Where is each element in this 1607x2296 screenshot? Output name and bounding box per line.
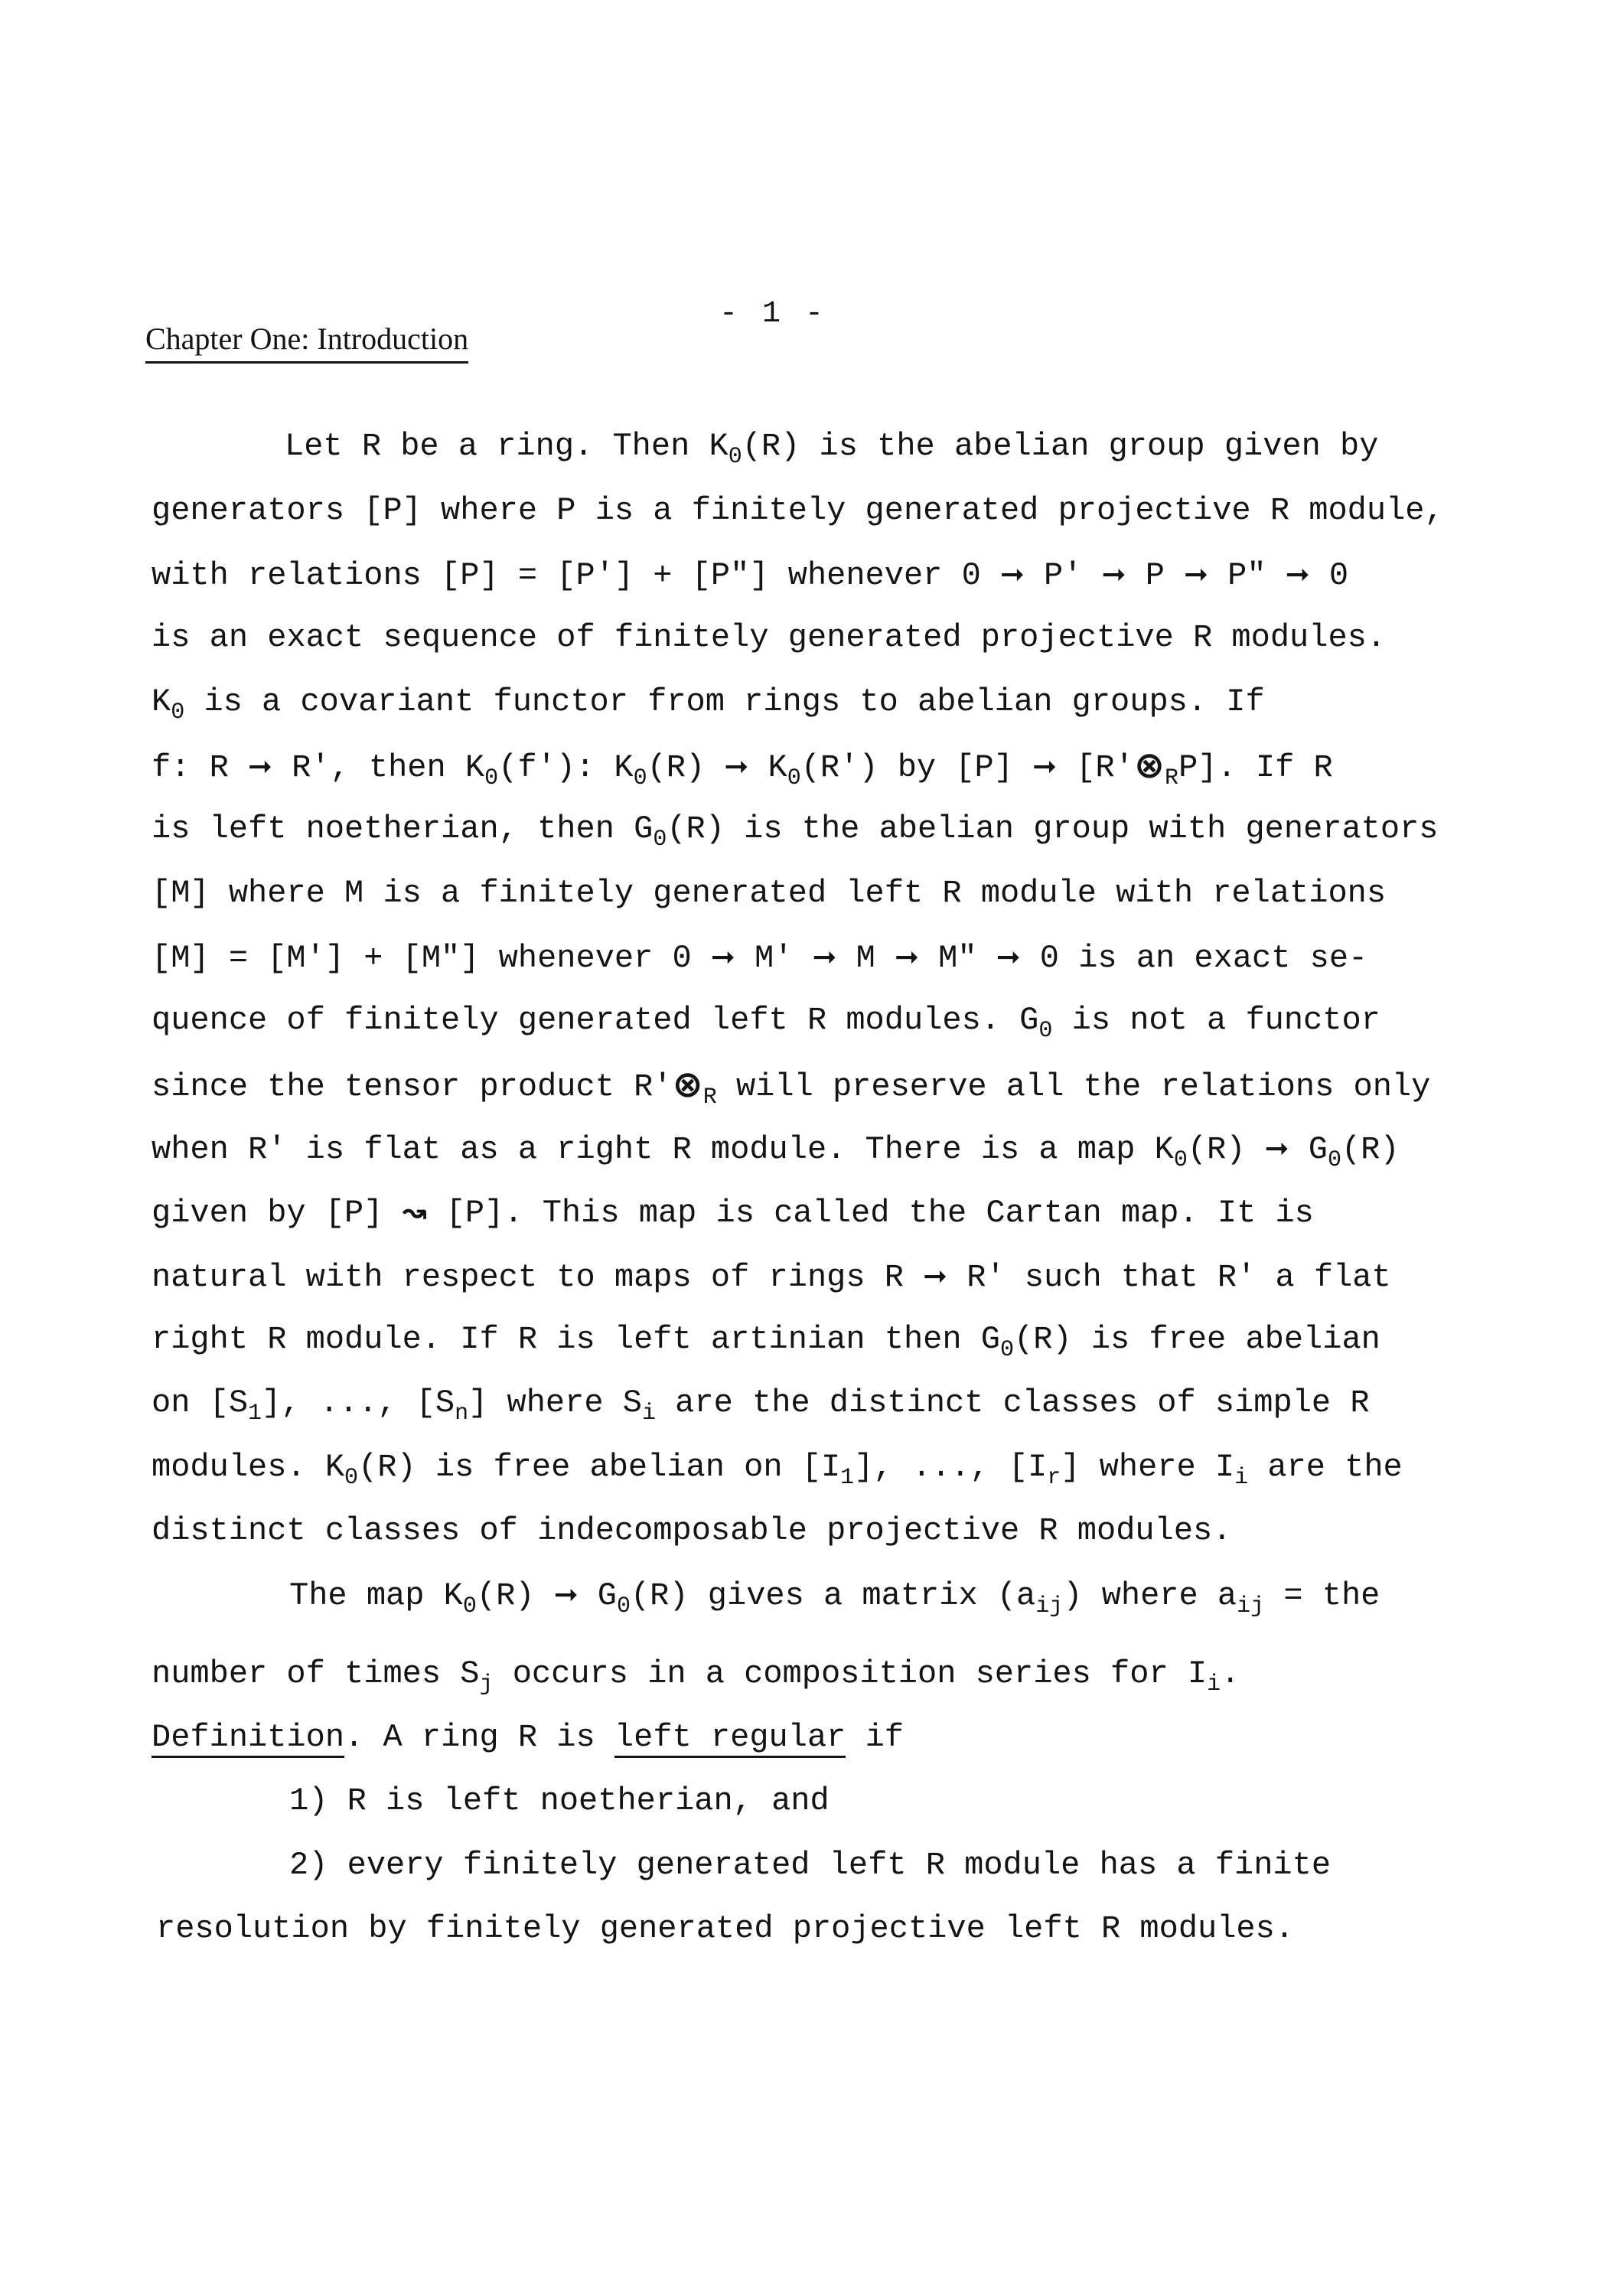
paragraph-1-line-12: when R' is flat as a right R module. There is a map $K_0(R)$ ➞ $G_0(R)$ [152,1129,1400,1169]
arrow-icon: ➞ [248,749,272,783]
definition-line: Definition. A ring R is left regular if [152,1718,904,1756]
arrow-icon: ➞ [553,1577,579,1611]
paragraph-1-line-9: [M] = [M'] + [M"] whenever 0 ➞ M' ➞ M ➞ M" ➞ 0 is an exact se- [152,938,1367,977]
paragraph-1-line-13: given by [P] ↝ [P]. This map is called the Cartan map. It is [152,1192,1314,1232]
paragraph-2-line-1: The map $K_0(R)$ ➞ $G_0(R)$ gives a matrix $(a_{ij})$ where $a_{ij}$ = the [289,1575,1380,1615]
arrow-icon: ➞ [1264,1131,1289,1165]
arrow-icon: ➞ [812,940,837,974]
paragraph-1-line-8: [M] where M is a finitely generated left R module with relations [152,875,1387,912]
arrow-icon: ➞ [710,940,735,974]
definition-item-1: 1) R is left noetherian, and [289,1782,830,1819]
arrow-icon: ➞ [1285,557,1310,591]
paragraph-1-line-5: $K_0$ is a covariant functor from rings to abelian groups. If [152,683,1265,726]
defined-term: left regular [614,1719,846,1758]
paragraph-1-line-2: generators [P] where P is a finitely generated projective R module, [152,492,1444,529]
squiggle-arrow-icon: ↝ [402,1195,427,1228]
paragraph-1-line-11: since the tensor product $R'\otimes_R$ will preserve all the relations only [152,1063,1431,1110]
paragraph-1-line-4: is an exact sequence of finitely generated projective R modules. [152,619,1387,656]
arrow-icon: ➞ [895,940,919,974]
paragraph-1-line-3: with relations [P] = [P'] + [P"] whenever 0 ➞ P' ➞ P ➞ P" ➞ 0 [152,555,1348,595]
arrow-icon: ➞ [1184,557,1208,591]
tensor-product-icon: ⊗ [1133,744,1165,787]
paragraph-1-line-1: Let R be a ring. Then $K_0(R)$ is the abelian group given by [285,428,1379,470]
paragraph-1-line-7: is left noetherian, then $G_0(R)$ is the abelian group with generators [152,810,1439,853]
paragraph-1-line-18: distinct classes of indecomposable projective R modules. [152,1512,1232,1549]
tensor-product-icon: ⊗ [672,1063,703,1106]
definition-label: Definition [152,1719,344,1758]
paragraph-2-line-2: number of times $S_j$ occurs in a composition series for $I_i$. [152,1655,1240,1698]
arrow-icon: ➞ [999,557,1025,591]
definition-item-2: 2) every finitely generated left R module has a finite [289,1847,1332,1883]
paragraph-1-line-16: on $[S_1]$, ..., $[S_n]$ where $S_i$ are the distinct classes of simple R [152,1384,1370,1427]
definition-item-2-continued: resolution by finitely generated projective left R modules. [156,1910,1295,1947]
paragraph-1-line-10: quence of finitely generated left R modules. $G_0$ is not a functor [152,1002,1380,1044]
paragraph-1-line-17: modules. $K_0(R)$ is free abelian on $[I_1]$, ..., $[I_r]$ where $I_i$ are the [152,1449,1403,1491]
chapter-heading: Chapter One: Introduction [145,320,468,364]
arrow-icon: ➞ [996,940,1021,974]
page-number: - 1 - [719,297,827,331]
paragraph-1-line-14: natural with respect to maps of rings R ➞ R' such that R' a flat [152,1257,1391,1296]
arrow-icon: ➞ [923,1259,948,1293]
arrow-icon: ➞ [724,749,749,783]
arrow-icon: ➞ [1032,749,1057,783]
paragraph-1-line-15: right R module. If R is left artinian then $G_0(R)$ is free abelian [152,1321,1380,1363]
paragraph-1-line-6: f: R ➞ R', then $K_0(f')$: $K_0(R)$ ➞ $K_0(R')$ by [P] ➞ $[R'\otimes_RP]$. If R [152,744,1333,791]
arrow-icon: ➞ [1101,557,1126,591]
